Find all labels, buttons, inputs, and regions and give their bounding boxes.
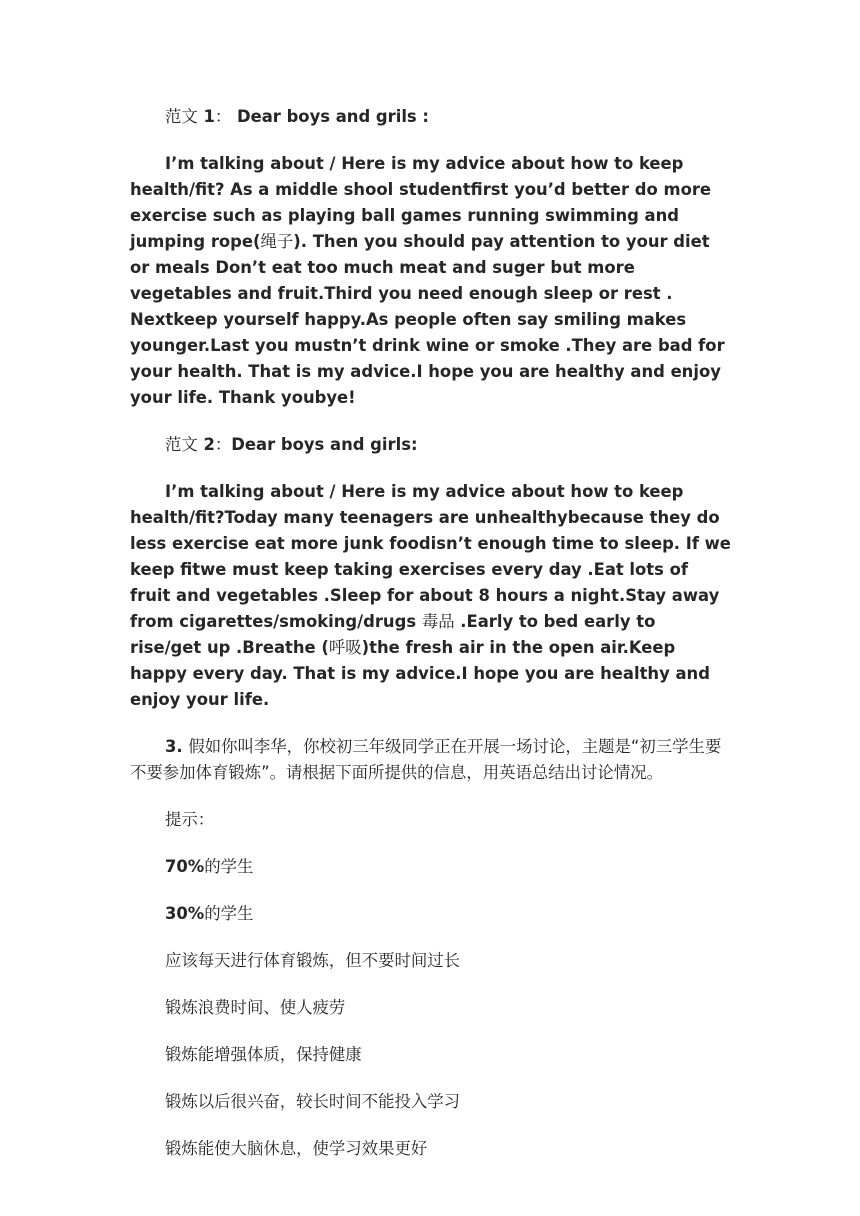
task3-prompt — [130, 734, 732, 786]
sample2-greeting: Dear boys and girls: — [231, 435, 418, 454]
sample2-body-part3: )the fresh air in the open air.Keep happy every day. That is my advice.I hope you are healthy and enjoy your life. — [130, 638, 710, 709]
hint-percent: 70% — [165, 857, 205, 876]
sample1-rope-cn: 绳子 — [260, 232, 294, 251]
hint-item — [130, 1089, 732, 1115]
sample2-drugs-cn: 毒品 — [421, 612, 455, 631]
hint-text: 应该每天进行体育锻炼，但不要时间过长 — [165, 951, 461, 970]
sample2-heading — [130, 432, 732, 458]
hint-label: 提示： — [165, 810, 215, 829]
sample2-body — [130, 479, 732, 713]
hint-item — [130, 948, 732, 974]
sample1-colon: ： — [214, 107, 232, 126]
sample2-prefix: 范文 — [165, 435, 198, 454]
hint-text: 锻炼以后很兴奋，较长时间不能投入学习 — [165, 1092, 461, 1111]
hint-text: 锻炼能增强体质，保持健康 — [165, 1045, 362, 1064]
sample1-prefix: 范文 — [165, 107, 198, 126]
hint-text: 锻炼能使大脑休息，使学习效果更好 — [165, 1139, 428, 1158]
sample1-body-part2: ). Then you should pay attention to your diet or meals Don’t eat too much meat and suger but more vegetables and fruit.Third you need enough sleep or rest . Nextkeep yourself happy.As people often say smiling makes younger.Last you mustn’t drink wine or smoke .They are bad for your health. That is my advice.I hope you are healthy and enjoy your life. Thank youbye! — [130, 232, 725, 407]
hint-item — [130, 1042, 732, 1068]
sample2-colon: ： — [214, 435, 232, 454]
task3-number: 3. — [165, 737, 189, 756]
hint-text: 的学生 — [204, 904, 254, 923]
sample1-body-part1: I’m talking about / Here is my advice about how to keep health/fit? As a middle shool studentfirst you’d better do more exercise such as playing ball games running swimming and jumping rope( — [130, 154, 712, 251]
sample2-breathe-cn: 呼吸 — [328, 638, 362, 657]
document-page — [130, 104, 732, 1183]
task3-text: 假如你叫李华，你校初三年级同学正在开展一场讨论，主题是“初三学生要不要参加体育锻炼”。请根据下面所提供的信息，用英语总结出讨论情况。 — [130, 737, 722, 782]
hint-text: 锻炼浪费时间、使人疲劳 — [165, 998, 346, 1017]
hint-percent: 30% — [165, 904, 205, 923]
sample1-greeting: Dear boys and grils : — [231, 107, 429, 126]
sample1-number: 1 — [197, 107, 215, 126]
sample2-number: 2 — [197, 435, 215, 454]
hint-item — [130, 854, 732, 880]
hint-item — [130, 901, 732, 927]
sample2-body-part2: .Early to bed early to rise/get up .Breathe ( — [130, 612, 656, 657]
hint-item — [130, 1136, 732, 1162]
sample1-heading — [130, 104, 732, 130]
sample2-body-part1: I’m talking about / Here is my advice about how to keep health/fit?Today many teenagers are unhealthybecause they do less exercise eat more junk foodisn’t enough time to sleep. If we keep fitwe must keep taking exercises every day .Eat lots of fruit and vegetables .Sleep for about 8 hours a night.Stay away from cigarettes/smoking/drugs — [130, 482, 731, 631]
sample1-body — [130, 151, 732, 411]
hint-text: 的学生 — [204, 857, 254, 876]
hint-item — [130, 995, 732, 1021]
